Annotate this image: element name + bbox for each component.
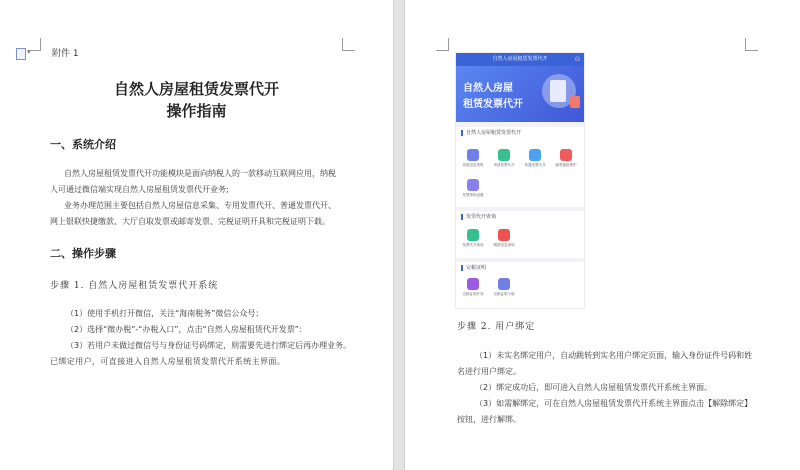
pickup-setting-icon bbox=[467, 179, 479, 191]
list-item: （2）绑定成功后，即可进入自然人房屋租赁发票代开系统主界面。 bbox=[475, 383, 713, 392]
certificate-issue-icon bbox=[467, 278, 479, 290]
list-item: （3）若用户未做过微信号与身份证号码绑定，则需要先进行绑定后再办理业务。 bbox=[66, 341, 352, 350]
list-item: 已绑定用户，可直接进入自然人房屋租赁发票代开系统主界面。 bbox=[50, 357, 286, 366]
phone-menu-item[interactable] bbox=[552, 149, 580, 168]
phone-menu-label: 缴款信息查询 bbox=[493, 243, 515, 247]
general-invoice-icon bbox=[529, 149, 541, 161]
phone-menu-label: 普通发票代开 bbox=[524, 163, 546, 167]
phone-menu-label: 完税证明下载 bbox=[493, 292, 515, 296]
payment-query-icon bbox=[498, 229, 510, 241]
phone-menu-label: 完税证明开具 bbox=[462, 292, 484, 296]
chevron-down-icon[interactable]: ▾ bbox=[27, 48, 31, 56]
banner-title-line2: 租赁发票代开 bbox=[463, 99, 523, 110]
list-item: 名进行用户绑定。 bbox=[457, 367, 521, 376]
certificate-download-icon bbox=[498, 278, 510, 290]
doc-title-line1: 自然人房屋租赁发票代开 bbox=[113, 80, 279, 98]
phone-menu-label: 发票代开查询 bbox=[462, 243, 484, 247]
paragraph-line: 业务办理范围主要包括自然人房屋信息采集、专用发票代开、普通发票代开、 bbox=[64, 201, 336, 210]
banner-illustration bbox=[550, 80, 566, 102]
paragraph-line: 自然人房屋租赁发票代开功能模块是面向纳税人的一款移动互联网应用，纳税 bbox=[64, 169, 336, 178]
phone-menu-item[interactable] bbox=[490, 229, 518, 248]
phone-menu-item[interactable] bbox=[521, 149, 549, 168]
section-heading: 二、操作步骤 bbox=[50, 247, 116, 260]
list-item: （2）选择“微办税”-“办税入口”，点击“自然人房屋租赁代开发票”： bbox=[66, 325, 307, 334]
phone-menu-label: 发票领取设置 bbox=[462, 193, 484, 197]
paragraph-line: 网上银联快捷缴款、大厅自取发票或邮寄发票、完税证明开具和完税证明下载。 bbox=[50, 217, 330, 226]
phone-menu-item[interactable] bbox=[459, 278, 487, 297]
phone-menu-item[interactable] bbox=[459, 179, 487, 198]
phone-menu-label: 房屋信息采集 bbox=[462, 163, 484, 167]
phone-section-title: 自然人房屋租赁发票代开 bbox=[461, 130, 521, 136]
phone-menu-item[interactable] bbox=[490, 149, 518, 168]
doc-title-line2: 操作指南 bbox=[166, 102, 227, 120]
list-item: （1）未实名绑定用户，自动跳转到实名用户绑定页面，输入身份证件号码和姓 bbox=[475, 351, 753, 360]
attachment-label: 附件 1 bbox=[52, 49, 79, 59]
phone-menu-item[interactable] bbox=[490, 278, 518, 297]
step-title: 步骤 1. 自然人房屋租赁发票代开系统 bbox=[50, 281, 219, 291]
phone-header bbox=[456, 53, 584, 66]
paragraph-line: 人可通过微信端实现自然人房屋租赁发票代开业务; bbox=[50, 185, 229, 194]
user-icon: ⚇ bbox=[574, 56, 580, 63]
phone-menu-item[interactable] bbox=[459, 229, 487, 248]
apply-invoice-icon bbox=[498, 149, 510, 161]
document-icon[interactable] bbox=[16, 48, 26, 60]
phone-section-title: 发票代开查询 bbox=[461, 214, 496, 220]
list-item: （1）使用手机打开微信，关注“海南税务”微信公众号； bbox=[66, 309, 264, 318]
mail-address-icon bbox=[560, 149, 572, 161]
phone-menu-label: 申请发票代开 bbox=[493, 163, 515, 167]
page-margin-corner bbox=[342, 38, 355, 51]
phone-header-title: 自然人房屋租赁发票代开 bbox=[492, 56, 548, 62]
list-item: （3）如需解绑定，可在自然人房屋租赁发票代开系统主界面点击【解除绑定】 bbox=[475, 399, 753, 408]
phone-banner bbox=[456, 66, 584, 122]
phone-section-title: 完税证明 bbox=[461, 265, 486, 271]
list-item: 按钮，进行解绑。 bbox=[457, 415, 521, 424]
phone-screenshot bbox=[455, 52, 585, 309]
page-margin-corner bbox=[745, 38, 758, 51]
banner-title-line1: 自然人房屋 bbox=[463, 83, 513, 94]
step-title: 步骤 2. 用户绑定 bbox=[457, 322, 536, 332]
invoice-query-icon bbox=[467, 229, 479, 241]
phone-menu-label: 邮寄地址维护 bbox=[555, 163, 577, 167]
page-margin-corner bbox=[436, 38, 449, 51]
page-gap bbox=[393, 0, 405, 470]
phone-section-query bbox=[456, 211, 584, 258]
house-info-icon bbox=[467, 149, 479, 161]
phone-section-invoice bbox=[456, 127, 584, 207]
document-page-left bbox=[0, 0, 393, 470]
banner-illustration bbox=[570, 96, 580, 108]
section-heading: 一、系统介绍 bbox=[50, 138, 116, 151]
phone-section-certificate bbox=[456, 262, 584, 308]
phone-menu-item[interactable] bbox=[459, 149, 487, 168]
